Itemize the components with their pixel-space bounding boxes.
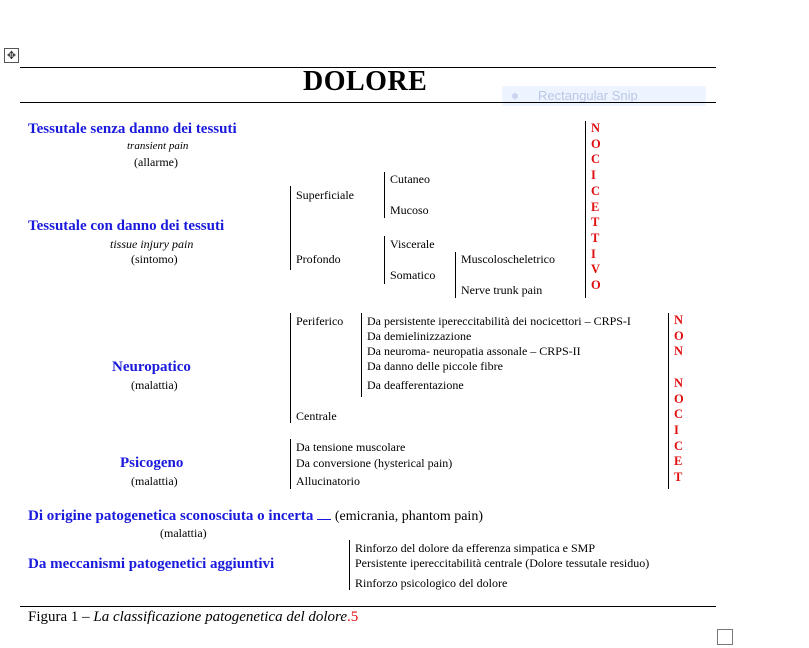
periferico-label: Periferico [296, 314, 344, 328]
centrale-label: Centrale [296, 409, 337, 423]
superficiale-bracket [384, 172, 385, 218]
origine-row [28, 507, 483, 525]
periferico-bracket [361, 313, 362, 397]
nocicettivo-divider [585, 121, 586, 298]
periferico-item: Da neuroma- neuropatia assonale – CRPS-II [367, 344, 581, 358]
vertical-letter: O [674, 391, 684, 406]
periferico-item: Da persistente ipereccitabilità dei nocicettori – CRPS-I [367, 314, 631, 328]
neuropatico-note: (malattia) [131, 378, 178, 392]
periferico-item: Da demielinizzazione [367, 329, 472, 343]
somatico-bracket [455, 252, 456, 298]
psicogeno-bracket [290, 439, 291, 489]
vertical-letter: O [674, 328, 684, 343]
meccanismi-item: Rinforzo del dolore da efferenza simpatica e SMP [355, 541, 596, 555]
vertical-letter: E [674, 454, 683, 469]
psicogeno-label: Psicogeno [120, 455, 184, 471]
caption-prefix: Figura 1 – [28, 609, 94, 625]
psicogeno-item: Da conversione (hysterical pain) [296, 456, 453, 470]
somatico-label: Somatico [390, 268, 436, 282]
vertical-letter: I [674, 422, 679, 437]
vertical-letter: T [591, 230, 600, 245]
caption-text: La classificazione patogenetica del dolore [93, 609, 347, 625]
origine-note: (malattia) [160, 526, 207, 540]
neuropatico-label: Neuropatico [112, 359, 191, 375]
vertical-letter: N [591, 121, 601, 135]
meccanismi-label: Da meccanismi patogenetici aggiuntivi [28, 556, 275, 572]
nerve-trunk-label: Nerve trunk pain [461, 283, 543, 297]
psicogeno-item: Da tensione muscolare [296, 440, 406, 454]
vertical-letter: E [591, 199, 600, 214]
vertical-letter: C [674, 407, 684, 422]
caption-ref: .5 [347, 609, 359, 625]
meccanismi-item: Rinforzo psicologico del dolore [355, 576, 508, 590]
vertical-letter: T [591, 215, 600, 230]
psicogeno-item: Allucinatorio [296, 474, 360, 488]
profondo-bracket [384, 236, 385, 284]
vertical-letter: C [674, 438, 684, 453]
vertical-letter: N [674, 375, 684, 390]
underline-mark [317, 519, 331, 520]
vertical-letter: O [591, 278, 601, 293]
muscoloscheletrico-label: Muscoloscheletrico [461, 252, 555, 266]
sintomo-note: (sintomo) [131, 252, 178, 266]
vertical-letter: C [591, 152, 601, 167]
periferico-item: Da deafferentazione [367, 378, 464, 392]
profondo-label: Profondo [296, 252, 341, 266]
title-rule [20, 102, 716, 103]
move-icon[interactable]: ✥ [4, 48, 19, 63]
vertical-letter: C [591, 183, 601, 198]
meccanismi-bracket [349, 540, 350, 590]
vertical-letter: N [674, 313, 684, 327]
transient-pain-label: transient pain [127, 140, 189, 152]
non-nocicettivo-vertical-label [674, 313, 684, 486]
periferico-item: Da danno delle piccole fibre [367, 359, 503, 373]
tessutale-con-label: Tessutale con danno dei tessuti [28, 218, 225, 234]
superficiale-label: Superficiale [296, 188, 354, 202]
checkbox-icon[interactable] [717, 629, 733, 645]
snip-icon [512, 93, 518, 99]
psicogeno-note: (malattia) [131, 474, 178, 488]
caption-rule [20, 606, 716, 607]
vertical-letter: I [591, 168, 596, 183]
cutaneo-label: Cutaneo [390, 172, 430, 186]
nocicettivo-vertical-label [591, 121, 601, 294]
non-nocicettivo-divider [668, 313, 669, 489]
vertical-letter: V [591, 262, 601, 277]
vertical-letter [674, 360, 684, 376]
vertical-letter: I [591, 246, 596, 261]
meccanismi-item: Persistente ipereccitabilità centrale (Dolore tessutale residuo) [355, 556, 650, 570]
mucoso-label: Mucoso [390, 203, 429, 217]
origine-label: Di origine patogenetica sconosciuta o incerta [28, 508, 314, 524]
vertical-letter: O [591, 136, 601, 151]
allarme-note: (allarme) [134, 155, 178, 169]
vertical-letter: N [674, 344, 684, 359]
vertical-letter: T [674, 470, 683, 485]
tessutale-senza-label: Tessutale senza danno dei tessuti [28, 121, 237, 137]
tissue-injury-label: tissue injury pain [110, 237, 194, 251]
viscerale-label: Viscerale [390, 237, 435, 251]
origine-example: (emicrania, phantom pain) [331, 509, 483, 524]
figure-caption [28, 609, 358, 626]
tessutale-bracket [290, 186, 291, 270]
page-title: DOLORE [303, 66, 428, 97]
rectangular-snip-overlay[interactable] [502, 86, 706, 106]
snip-label: Rectangular Snip [538, 88, 638, 103]
neuropatico-bracket [290, 313, 291, 423]
